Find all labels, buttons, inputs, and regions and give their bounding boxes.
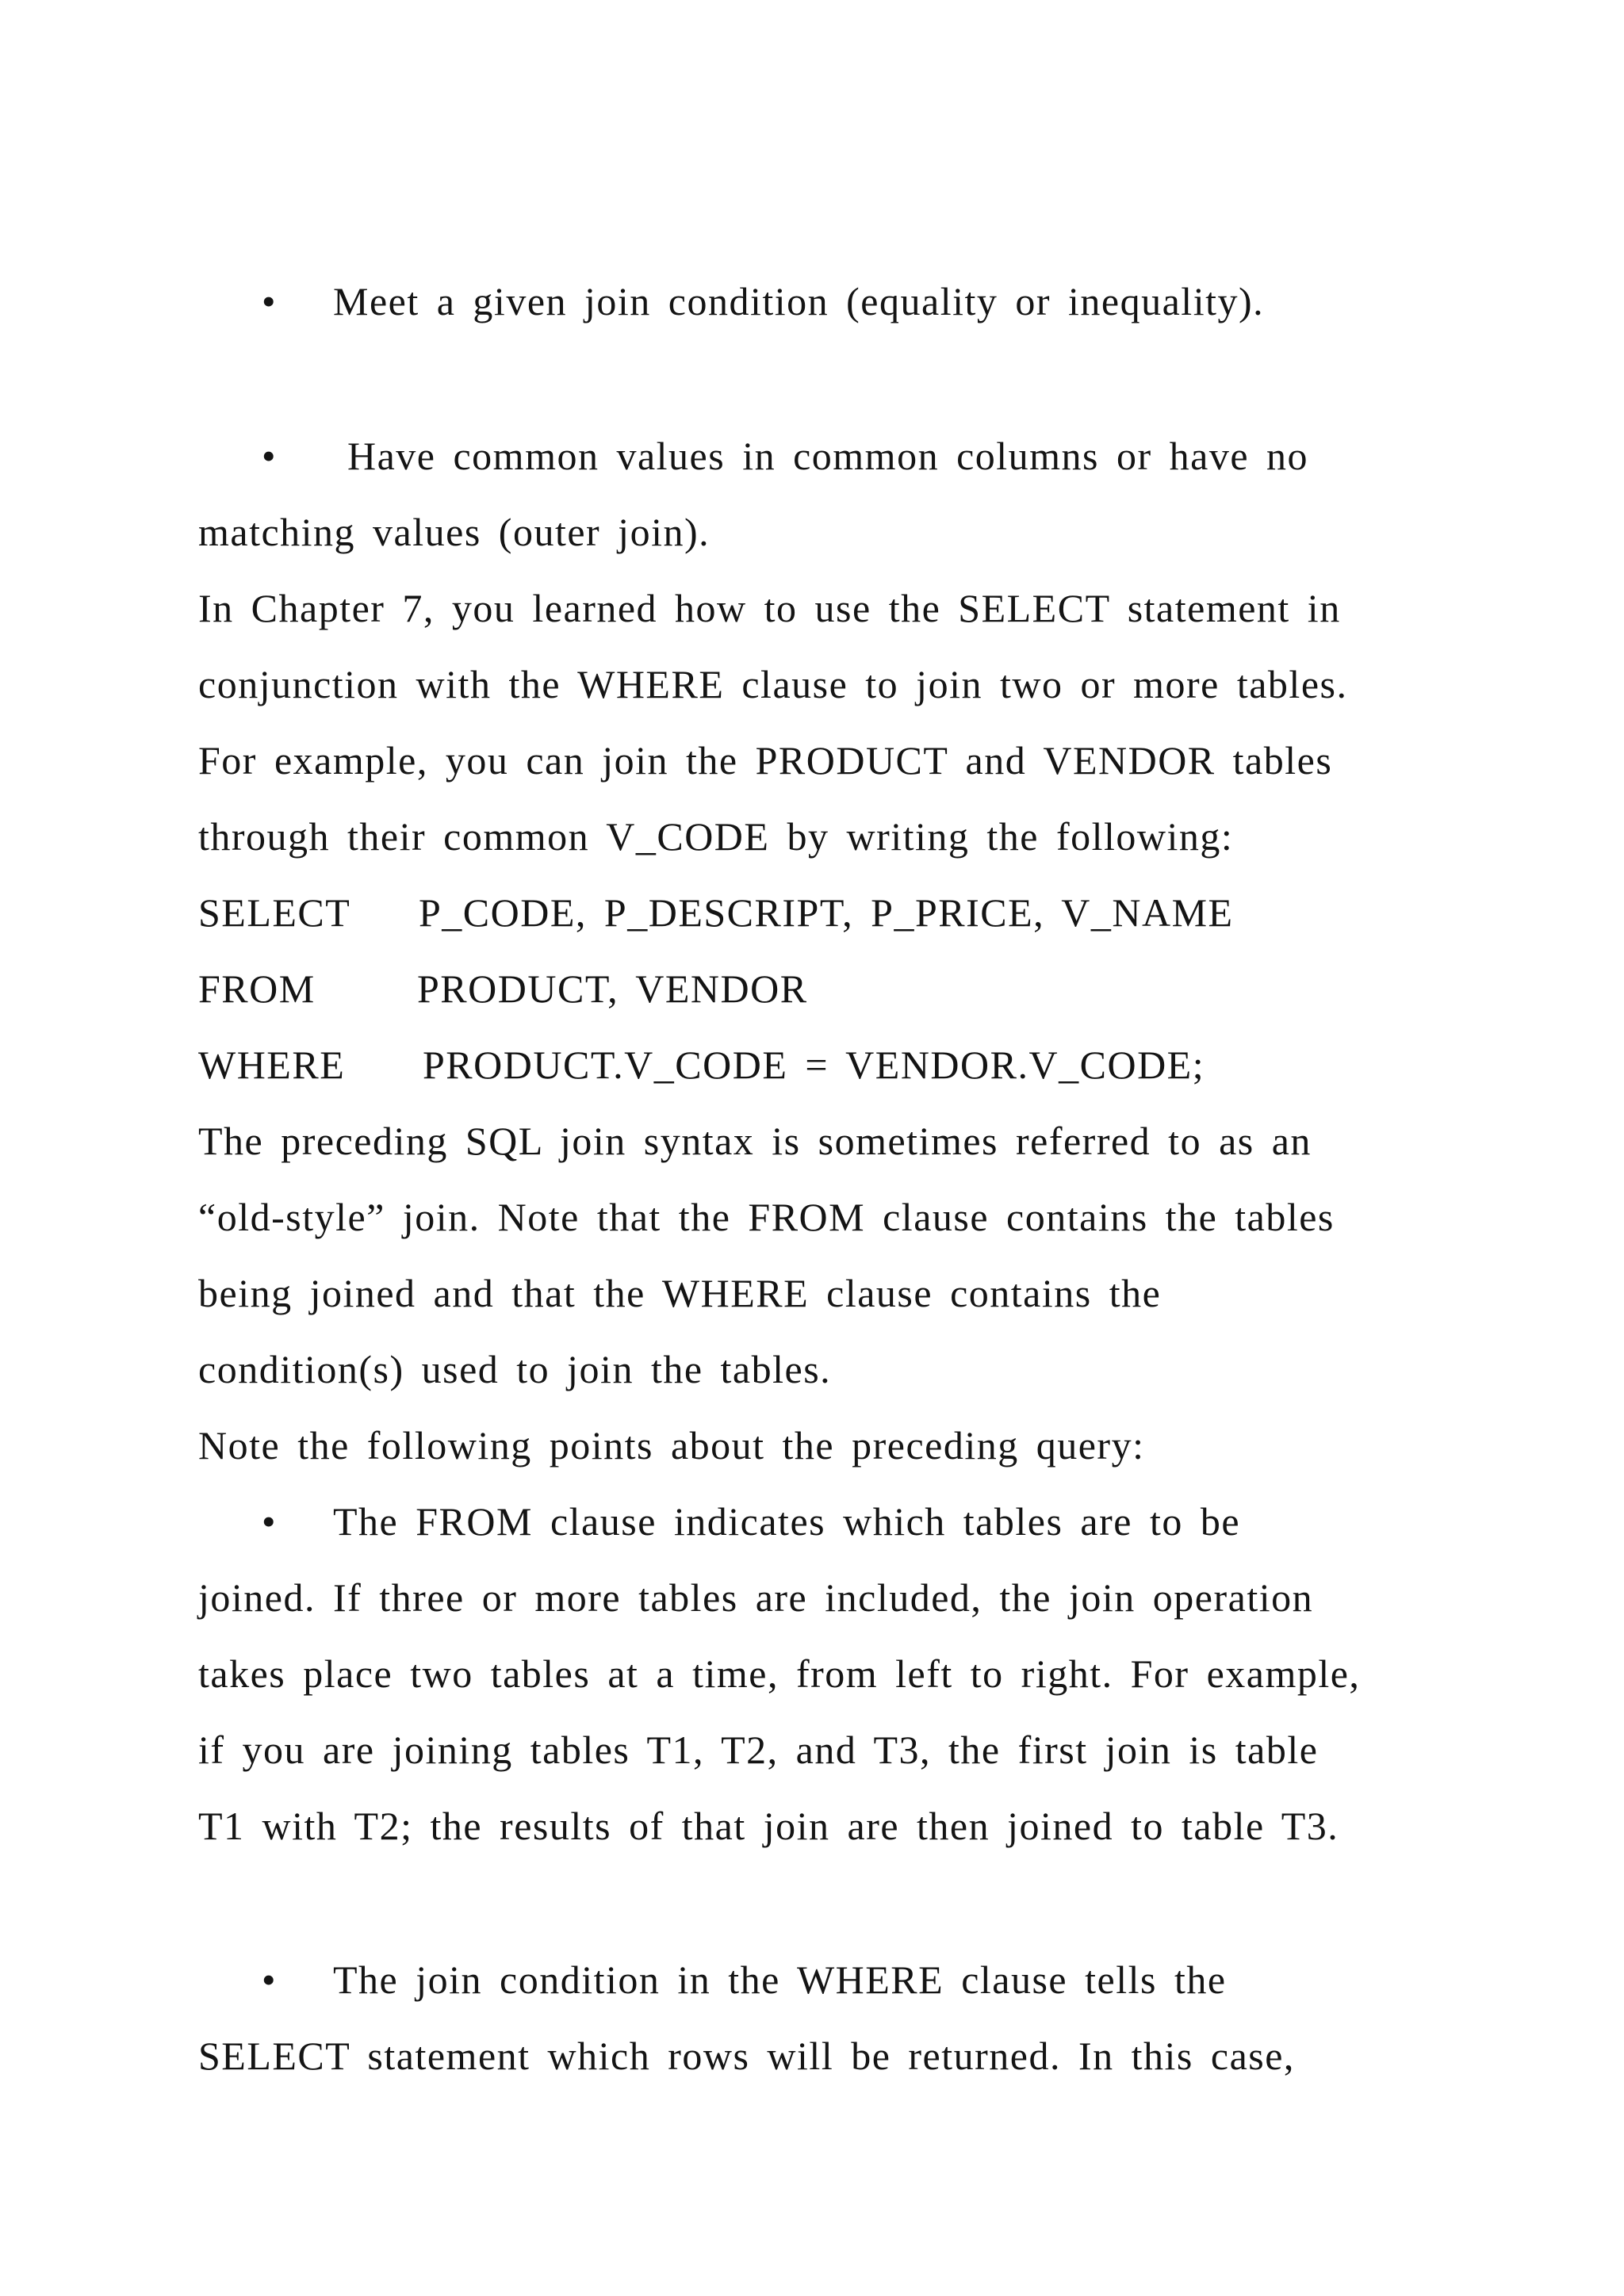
sql-select-columns: P_CODE, P_DESCRIPT, P_PRICE, V_NAME [419,890,1234,935]
para-2-line: The preceding SQL join syntax is sometimes referred to as an [198,1119,1312,1163]
para-2-line: condition(s) used to join the tables. [198,1347,832,1391]
bullet-marker: • [262,1957,276,2002]
bullet-4-line-2: SELECT statement which rows will be returned. In this case, [198,2034,1295,2078]
bullet-3-line: T1 with T2; the results of that join are then joined to table T3. [198,1804,1339,1848]
bullet-4-line-1: The join condition in the WHERE clause tells the [333,1957,1227,2002]
sql-where-keyword: WHERE [198,1043,346,1087]
bullet-1-text: Meet a given join condition (equality or inequality). [333,279,1265,323]
bullet-3-line: joined. If three or more tables are included, the join operation [198,1575,1314,1620]
bullet-2-line-2: matching values (outer join). [198,510,710,554]
sql-where-condition: PRODUCT.V_CODE = VENDOR.V_CODE; [423,1043,1205,1087]
bullet-2-line-1: Have common values in common columns or have no [347,434,1309,478]
para-3-text: Note the following points about the preceding query: [198,1423,1145,1468]
sql-from-keyword: FROM [198,966,316,1011]
bullet-3-line: if you are joining tables T1, T2, and T3, the first join is table [198,1728,1319,1772]
para-1-line: For example, you can join the PRODUCT and VENDOR tables [198,738,1333,783]
bullet-marker: • [262,279,276,323]
bullet-marker: • [262,1499,276,1544]
sql-select-keyword: SELECT [198,890,351,935]
bullet-marker: • [262,434,276,478]
bullet-3-line: takes place two tables at a time, from left to right. For example, [198,1651,1361,1696]
para-2-line: being joined and that the WHERE clause contains the [198,1271,1162,1315]
para-1-line: through their common V_CODE by writing the following: [198,814,1234,859]
para-1-line: conjunction with the WHERE clause to join two or more tables. [198,662,1348,706]
para-1-line: In Chapter 7, you learned how to use the SELECT statement in [198,586,1341,630]
bullet-3-line-1: The FROM clause indicates which tables are to be [333,1499,1241,1544]
para-2-line: “old-style” join. Note that the FROM clause contains the tables [198,1195,1335,1239]
sql-from-tables: PRODUCT, VENDOR [417,966,808,1011]
